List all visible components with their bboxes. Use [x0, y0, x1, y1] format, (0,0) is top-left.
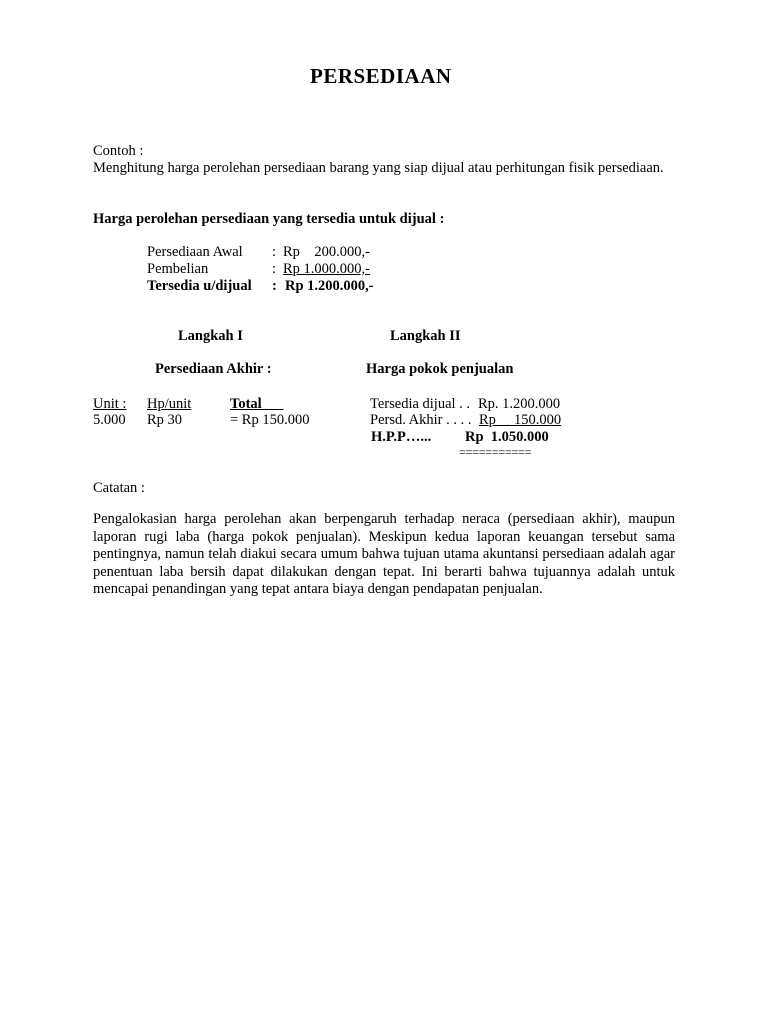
hpp-value: Rp 1.050.000 — [465, 429, 549, 445]
example-label: Contoh : — [93, 143, 144, 159]
step2-subheading: Harga pokok penjualan — [366, 361, 514, 377]
note-text: Pengalokasian harga perolehan akan berpengaruh terhadap neraca (persediaan akhir), maupun laporan rugi laba (harga pokok penjualan). Meskipun kedua laporan keuangan tersebut sama pentingnya, namun telah diakui secara umum bahwa tujuan utama akuntansi persediaan adalah agar penentuan laba bersih dapat dilakukan dengan tepat. Ini berarti bahwa tujuannya adalah untuk mencapai penandingan yang tepat antara biaya dengan pendapatan penjualan. — [93, 511, 675, 597]
inventory-value-2: Rp 1.000.000,- — [283, 261, 370, 277]
total-header: Total — [230, 396, 284, 412]
inventory-colon-3: : — [272, 278, 277, 294]
hp-header: Hp/unit — [147, 396, 192, 412]
section-heading: Harga perolehan persediaan yang tersedia untuk dijual : — [93, 211, 445, 227]
page-title: PERSEDIAAN — [310, 64, 452, 88]
hp-value: Rp 30 — [147, 412, 183, 428]
hpp-label: H.P.P…... — [371, 429, 432, 445]
inventory-label-3: Tersedia u/dijual — [147, 278, 252, 294]
example-text: Menghitung harga perolehan persediaan barang yang siap dijual atau perhitungan fisik persediaan. — [93, 160, 664, 176]
total-value: = Rp 150.000 — [230, 412, 310, 428]
inventory-label-1: Persediaan Awal — [147, 244, 243, 260]
inventory-value-1: Rp 200.000,- — [283, 244, 370, 260]
inventory-value-3: Rp 1.200.000,- — [285, 278, 374, 294]
unit-header: Unit : — [93, 396, 127, 412]
available-value: Rp. 1.200.000 — [478, 396, 561, 412]
inventory-colon-1: : — [272, 244, 277, 260]
inventory-colon-2: : — [272, 261, 277, 277]
ending-inventory-label: Persd. Akhir . . . . — [370, 412, 472, 428]
step2-heading: Langkah II — [390, 328, 461, 344]
step1-heading: Langkah I — [178, 328, 243, 344]
available-label: Tersedia dijual . . — [370, 396, 471, 412]
note-label: Catatan : — [93, 480, 145, 496]
inventory-label-2: Pembelian — [147, 261, 209, 277]
step1-subheading: Persediaan Akhir : — [155, 361, 272, 377]
ending-inventory-value: Rp 150.000 — [479, 412, 562, 428]
double-rule: =========== — [459, 445, 532, 459]
unit-value: 5.000 — [93, 412, 126, 428]
